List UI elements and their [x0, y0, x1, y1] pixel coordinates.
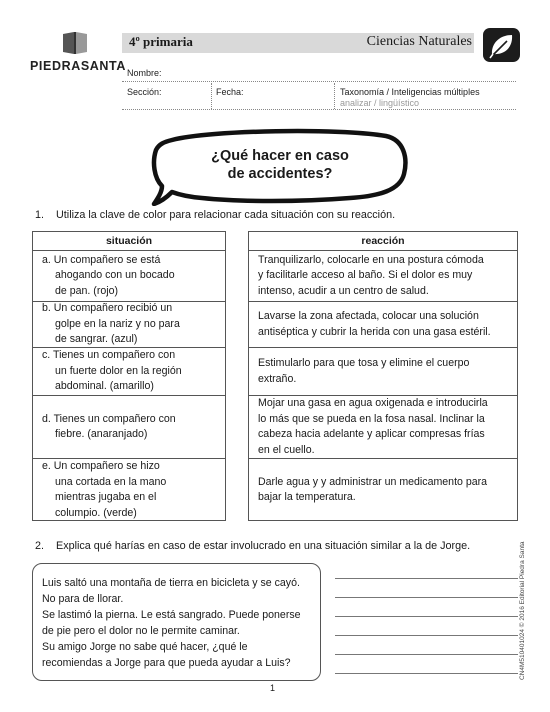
field-divider: [334, 83, 335, 109]
reaction-line: y facilitarle acceso al baño. Si el dolor es muy: [258, 269, 473, 282]
reaction-line: Lavarse la zona afectada, colocar una solución: [258, 310, 479, 322]
situation-item[interactable]: [33, 348, 225, 396]
answer-line[interactable]: [335, 635, 518, 636]
situation-item[interactable]: [33, 396, 225, 459]
situation-line: e. Un compañero se hizo: [42, 460, 160, 472]
story-line: No para de llorar.: [42, 593, 124, 605]
situation-line: fiebre. (anaranjado): [55, 428, 148, 440]
situations-header: situación: [33, 232, 225, 251]
story-line: recomiendas a Jorge para que pueda ayudar a Luis?: [42, 657, 291, 669]
name-field-line[interactable]: [122, 81, 516, 82]
reaction-line: intenso, acudir a un centro de salud.: [258, 284, 429, 297]
situation-line: de pan. (rojo): [55, 284, 119, 297]
taxonomy-values: analizar / lingüístico: [340, 98, 420, 108]
reaction-item[interactable]: [249, 251, 517, 302]
situation-line: a. Un compañero se está: [42, 253, 161, 266]
story-line: Se lastimó la pierna. Le está sangrado. Puede ponerse: [42, 609, 301, 621]
copyright-notice: CN4M510401024 © 2016 Editorial Piedra Santa: [519, 541, 526, 680]
situation-line: d. Tienes un compañero con: [42, 412, 176, 425]
page-title-line-1: ¿Qué hacer en caso: [211, 148, 349, 164]
reactions-table: [248, 231, 518, 521]
story-line: Luis saltó una montaña de tierra en bicicleta y se cayó.: [42, 577, 300, 589]
question-1-text: Utiliza la clave de color para relacionar cada situación con su reacción.: [56, 209, 396, 221]
name-field-label: Nombre:: [127, 68, 162, 78]
answer-line[interactable]: [335, 578, 518, 579]
subject-label: Ciencias Naturales: [366, 34, 472, 49]
book-logo-icon: [60, 30, 90, 56]
header-bottom-line: [122, 109, 516, 110]
page-number: 1: [270, 683, 276, 693]
reaction-line: antiséptica y cubrir la herida con una gasa estéril.: [258, 325, 491, 338]
story-line: Su amigo Jorge no sabe qué hacer, ¿qué le: [42, 641, 248, 653]
situation-line: de sangrar. (azul): [55, 333, 138, 346]
grade-label: 4º primaria: [129, 34, 193, 49]
situation-line: una cortada en la mano: [55, 475, 167, 488]
section-field-label: Sección:: [127, 87, 162, 97]
reaction-line: lo más que se pueda en la fosa nasal. Inclinar la: [258, 412, 485, 425]
situation-line: mientras jugaba en el: [55, 491, 157, 503]
question-2-text: Explica qué harías en caso de estar involucrado en una situación similar a la de Jorge.: [56, 540, 471, 552]
answer-line[interactable]: [335, 654, 518, 655]
situation-line: ahogando con un bocado: [55, 269, 175, 282]
page-title-line-2: de accidentes?: [227, 166, 333, 182]
taxonomy-label: Taxonomía / Inteligencias múltiples: [340, 87, 480, 97]
reaction-item[interactable]: [249, 302, 517, 348]
reaction-line: Estimularlo para que tosa y elimine el cuerpo: [258, 357, 470, 369]
answer-line[interactable]: [335, 673, 518, 674]
reaction-item[interactable]: [249, 348, 517, 396]
reaction-line: bajar la temperatura.: [258, 491, 356, 503]
reactions-header: reacción: [249, 232, 517, 251]
reaction-line: en el cuello.: [258, 443, 315, 456]
situation-line: c. Tienes un compañero con: [42, 349, 176, 362]
situation-line: b. Un compañero recibió un: [42, 302, 173, 315]
reaction-line: Tranquilizarlo, colocarle en una postura cómoda: [258, 253, 484, 266]
field-divider: [211, 83, 212, 109]
situation-item[interactable]: [33, 251, 225, 302]
reaction-line: extraño.: [258, 372, 297, 385]
situation-item[interactable]: [33, 302, 225, 348]
situation-line: un fuerte dolor en la región: [55, 364, 182, 377]
reaction-item[interactable]: [249, 396, 517, 459]
reaction-item[interactable]: [249, 459, 517, 521]
leaf-icon: [483, 28, 520, 62]
question-1-number: 1.: [35, 209, 45, 221]
answer-line[interactable]: [335, 597, 518, 598]
situations-table: [32, 231, 226, 521]
question-2-number: 2.: [35, 540, 45, 552]
answer-line[interactable]: [335, 616, 518, 617]
situation-line: golpe en la nariz y no para: [55, 317, 180, 330]
situation-line: columpio. (verde): [55, 506, 137, 519]
date-field-label: Fecha:: [216, 87, 244, 97]
reaction-line: Mojar una gasa en agua oxigenada e introducirla: [258, 397, 488, 409]
situation-line: abdominal. (amarillo): [55, 380, 154, 393]
story-line: de pie pero el dolor no le permite caminar.: [42, 625, 240, 637]
reaction-line: Darle agua y y administrar un medicamento para: [258, 475, 488, 488]
publisher-logo: PIEDRASANTA: [30, 59, 126, 73]
reaction-line: cabeza hacia adelante y aplicar compresas frías: [258, 428, 485, 440]
situation-item[interactable]: [33, 459, 225, 521]
